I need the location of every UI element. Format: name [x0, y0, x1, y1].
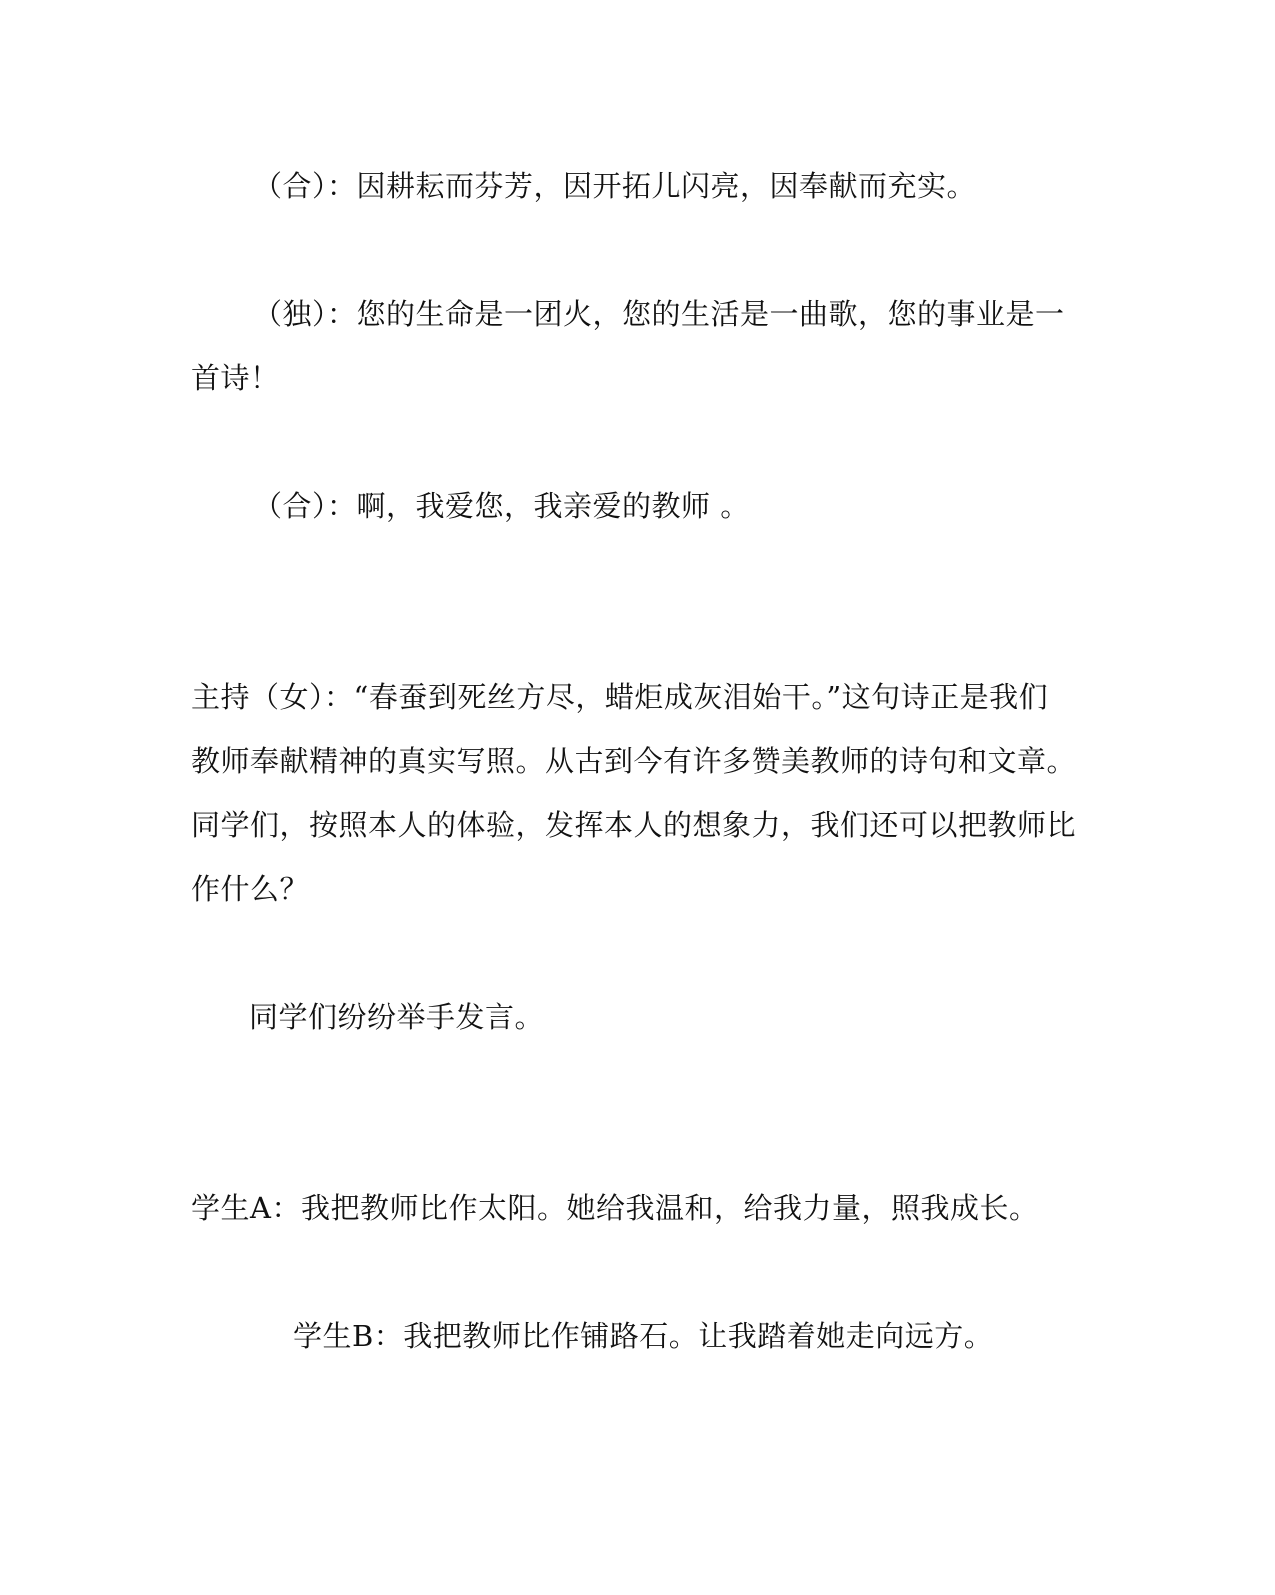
paragraph-host-line-2: 教师奉献精神的真实写照。从古到今有许多赞美教师的诗句和文章。 [191, 744, 1077, 778]
paragraph-chorus-2: （合）：啊，我爱您，我亲爱的教师 。 [253, 489, 750, 523]
paragraph-student-b: 学生B：我把教师比作铺路石。让我踏着她走向远方。 [293, 1319, 994, 1353]
paragraph-solo-line-1: （独）：您的生命是一团火，您的生活是一曲歌，您的事业是一 [253, 297, 1065, 331]
paragraph-chorus-1: （合）：因耕耘而芬芳，因开拓儿闪亮，因奉献而充实。 [253, 169, 977, 203]
paragraph-solo-line-2: 首诗！ [191, 361, 280, 395]
paragraph-student-a: 学生A：我把教师比作太阳。她给我温和，给我力量，照我成长。 [191, 1191, 1039, 1225]
paragraph-host-line-4: 作什么？ [191, 872, 310, 906]
paragraph-students-raise-hands: 同学们纷纷举手发言。 [249, 1000, 545, 1034]
paragraph-host-line-1: 主持（女）：“春蚕到死丝方尽，蜡炬成灰泪始干。”这句诗正是我们 [191, 680, 1049, 714]
paragraph-host-line-3: 同学们，按照本人的体验，发挥本人的想象力，我们还可以把教师比 [191, 808, 1077, 842]
